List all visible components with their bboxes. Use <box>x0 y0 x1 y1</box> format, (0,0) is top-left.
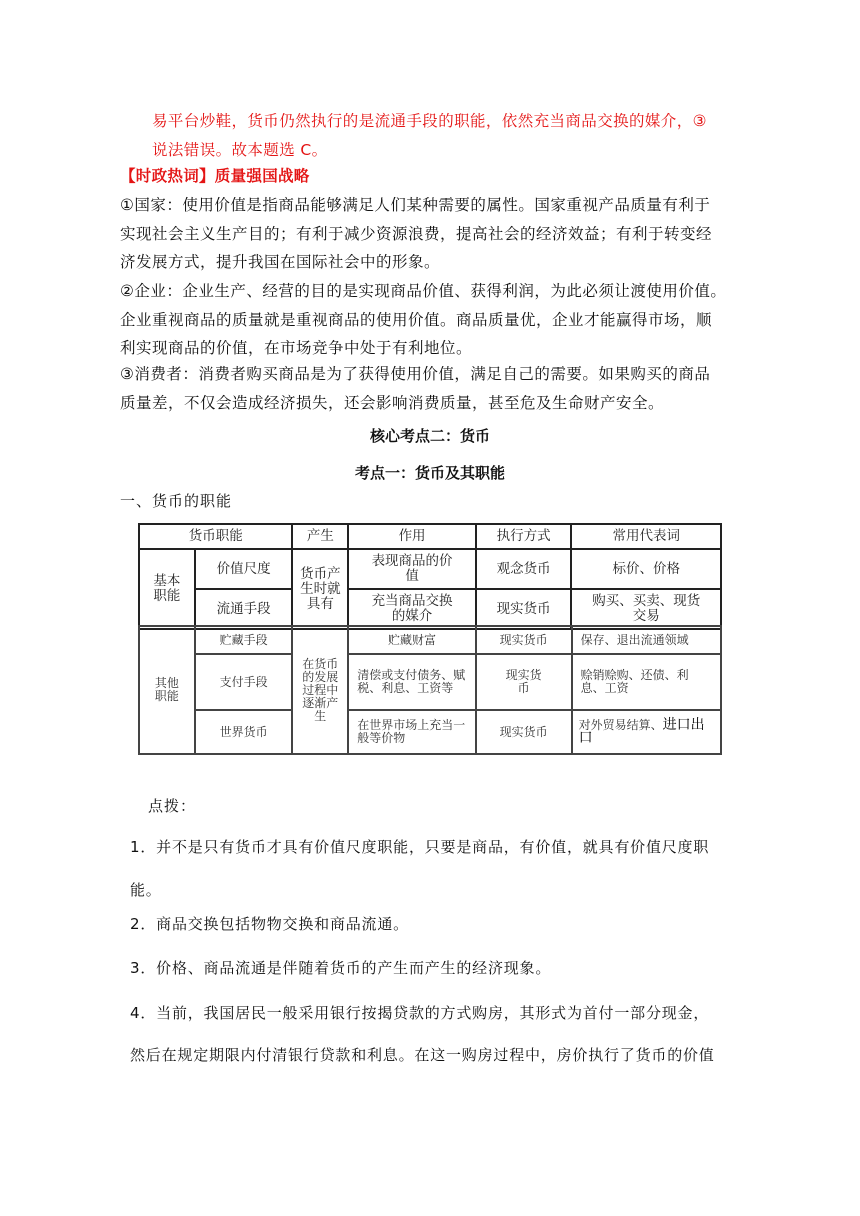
tip-4-line-1: 4．当前，我国居民一般采用银行按揭贷款的方式购房，其形式为首付一部分现金， <box>130 1004 710 1022</box>
function-mode: 现实货币 <box>476 654 572 710</box>
function-mode: 现实货币 <box>476 626 572 654</box>
table-row <box>139 654 721 710</box>
paragraph-line: 企业重视商品的质量就是重视商品的使用价值。商品质量优，企业才能赢得市场，顺 <box>120 310 713 329</box>
function-name: 流通手段 <box>195 589 293 629</box>
paragraph-consumer <box>120 360 740 417</box>
header-function: 货币职能 <box>139 524 292 549</box>
function-name: 支付手段 <box>195 654 293 710</box>
paragraph-line: 实现社会主义生产目的；有利于减少资源浪费，提高社会的经济效益；有利于转变经 <box>120 224 713 243</box>
other-functions-table <box>138 625 722 755</box>
function-role: 充当商品交换的媒介 <box>348 589 476 629</box>
function-mode: 现实货币 <box>476 710 572 754</box>
hot-word-title: 【时政热词】质量强国战略 <box>120 167 310 185</box>
function-name: 贮藏手段 <box>195 626 293 654</box>
other-label: 其他职能 <box>139 626 195 754</box>
function-role: 清偿或支付债务、赋税、利息、工资等 <box>348 654 476 710</box>
tips-title: 点拨： <box>148 797 197 815</box>
table-row <box>139 549 721 589</box>
other-origin: 在货币的发展过程中逐渐产生 <box>292 626 348 754</box>
function-words: 对外贸易结算、 <box>578 718 663 732</box>
section-title: 一、货币的职能 <box>120 492 233 510</box>
table-header-row <box>139 524 721 549</box>
header-origin: 产生 <box>292 524 348 549</box>
function-words: 保存、退出流通领域 <box>572 626 721 654</box>
tip-3: 3．价格、商品流通是伴随着货币的产生而产生的经济现象。 <box>130 959 552 977</box>
table-row <box>139 710 721 754</box>
handwritten-note: 进口出口 <box>578 717 705 746</box>
function-words: 赊销赊购、还债、利息、工资 <box>572 654 721 710</box>
paragraph-line: ①国家：使用价值是指商品能够满足人们某种需要的属性。国家重视产品质量有利于 <box>120 196 711 214</box>
basic-functions-table <box>138 523 722 630</box>
paragraph-line: ②企业：企业生产、经营的目的是实现商品价值、获得利润，为此必须让渡使用价值。 <box>120 282 727 300</box>
heading-main: 核心考点二：货币 <box>369 427 490 445</box>
paragraph-line: 利实现商品的价值，在市场竞争中处于有利地位。 <box>120 339 473 357</box>
tip-1-line-1: 1．并不是只有货币才具有价值尺度职能，只要是商品，有价值，就具有价值尺度职 <box>130 838 710 856</box>
header-words: 常用代表词 <box>571 524 721 549</box>
basic-label: 基本职能 <box>139 549 195 629</box>
function-words: 标价、价格 <box>571 549 721 589</box>
function-words-cell <box>572 710 721 754</box>
function-role: 在世界市场上充当一般等价物 <box>348 710 476 754</box>
basic-origin: 货币产生时就具有 <box>292 549 348 629</box>
tip-1-line-2: 能。 <box>130 881 162 899</box>
header-role: 作用 <box>348 524 476 549</box>
header-mode: 执行方式 <box>476 524 572 549</box>
table-row <box>139 626 721 654</box>
function-role: 表现商品的价值 <box>348 549 476 589</box>
tip-2: 2．商品交换包括物物交换和商品流通。 <box>130 915 409 933</box>
paragraph-nation <box>120 191 740 277</box>
tip-4-line-2: 然后在规定期限内付清银行贷款和利息。在这一购房过程中，房价执行了货币的价值 <box>130 1046 715 1064</box>
function-role: 贮藏财富 <box>348 626 476 654</box>
answer-line-1: 易平台炒鞋，货币仍然执行的是流通手段的职能，依然充当商品交换的媒介，③ <box>152 112 707 130</box>
paragraph-enterprise <box>120 277 740 363</box>
heading-sub: 考点一：货币及其职能 <box>354 464 505 482</box>
function-mode: 现实货币 <box>476 589 572 629</box>
paragraph-line: 济发展方式，提升我国在国际社会中的形象。 <box>120 253 441 271</box>
paragraph-line: 质量差，不仅会造成经济损失，还会影响消费质量，甚至危及生命财产安全。 <box>120 393 665 412</box>
function-words: 购买、买卖、现货交易 <box>571 589 721 629</box>
table-row <box>139 589 721 629</box>
paragraph-line: ③消费者：消费者购买商品是为了获得使用价值，满足自己的需要。如果购买的商品 <box>120 365 711 383</box>
answer-line-2: 说法错误。故本题选 C。 <box>152 141 328 159</box>
function-mode: 观念货币 <box>476 549 572 589</box>
function-name: 价值尺度 <box>195 549 293 589</box>
function-name: 世界货币 <box>195 710 293 754</box>
